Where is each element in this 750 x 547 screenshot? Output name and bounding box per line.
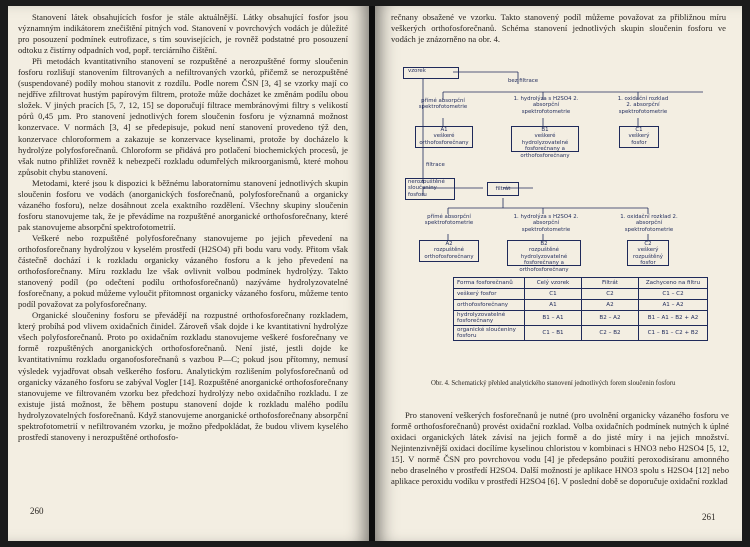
table-cell: organické sloučeniny fosforu: [454, 326, 525, 341]
direct-photometry-label: přímé absorpční spektrofotometrie: [424, 214, 474, 227]
filtration-label: filtrace: [426, 162, 445, 168]
table-cell: orthofosforečnany: [454, 300, 525, 311]
table-cell: C1: [525, 289, 582, 300]
filtrate-box: filtrát: [487, 182, 519, 196]
hydrolysis-label: 1. hydrolýza s H2SO4 2. absorpční spektrofotometrie: [513, 96, 579, 115]
sample-box: vzorek: [403, 67, 459, 79]
table-cell: C2 – B2: [582, 326, 639, 341]
box-b1: [511, 126, 579, 159]
direct-photometry-label: přímé absorpční spektrofotometrie: [418, 98, 468, 111]
box-id: C2: [644, 241, 652, 247]
box-a2: [419, 240, 479, 262]
table-cell: A1: [525, 300, 582, 311]
box-c2: [627, 240, 669, 266]
box-a1: [415, 126, 473, 148]
left-page-text: [18, 12, 348, 443]
phosphorus-forms-table: [453, 277, 708, 341]
paragraph: Stanovení látek obsahujících fosfor je stále aktuálnější. Látky obsahující fosfor jsou významným indikátorem znečištění pitných vod. Stanovení v povrchových vodách je důležité pro posouzení podmínek eutrofizace, s tím souvisejících, je rovněž podstatné pro posouzení odtoku z čistírny odpadních vod, popř. terciárního čištění.: [18, 12, 348, 56]
box-id: A2: [445, 241, 453, 247]
box-label: veškeré orthofosforečnany: [419, 133, 469, 146]
paragraph: rečnany obsažené ve vzorku. Takto stanovený podíl můžeme považovat za přibližnou míru veškerých orthofosforečnanů. Schéma stanovení jednotlivých skupin sloučenin fosforu ve vodách je znázorněno na obr. 4.: [391, 12, 726, 45]
table-header-row: [454, 278, 708, 289]
oxidation-label: 1. oxidační rozklad 2. absorpční spektrofotometrie: [617, 96, 669, 115]
no-filtration-label: bez filtrace: [507, 78, 539, 84]
box-label: veškerý rozpuštěný fosfor: [633, 247, 663, 267]
right-page: [375, 6, 742, 541]
table-row: [454, 289, 708, 300]
table-header: Celý vzorek: [525, 278, 582, 289]
page-number: 261: [702, 512, 716, 522]
table-cell: B1 – A1: [525, 311, 582, 326]
phosphorus-scheme-diagram: [403, 58, 723, 273]
paragraph: Veškeré nebo rozpuštěné polyfosforečnany stanovujeme po jejich převedení na orthofosforečnany hydrolýzou v kyselém prostředí (H2SO4) při bodu varu vody. Přitom však částečně dochází i k rozkladu organicky vázaného fosforu a k jeho převedení na orthofosforečnany. Míru rozkladu lze však ovlivnit volbou podmínek hydrolýzy. Takto stanovený podíl (po odečtení podílu orthofosforečnanů) nazýváme hydrolyzovatelné fosforečnany, a pokud můžeme vyloučit přítomnost organicky vázaného fosforu, můžeme tento podíl považovat za polyfosforečnany.: [18, 232, 348, 310]
table-header: Zachyceno na filtru: [639, 278, 708, 289]
box-c1: [619, 126, 659, 148]
box-label: rozpuštěné hydrolyzovatelné fosforečnany a orthofosforečnany: [519, 247, 569, 273]
paragraph: Při metodách kvantitativního stanovení se rozpuštěné a nerozpuštěné formy sloučenin fosforu rozlišují stanovením filtrovaných a nefiltrovaných vzorků, přičemž se nerozpuštěné (suspendované) podíly mohou stanovit z rozdílu. Podle norem ČSN [3, 4] se vzorky mají co nejdříve zfiltrovat hustým papírovým filtrem, protože může docházet ke změnám podílu obou složek. V jiných pracích [5, 7, 12, 15] se doporučují filtrace membránovými filtry s velikostí pórů 0,45 µm. Pro stanovení jednotlivých forem sloučenin fosforu je významná možnost konzervace. V normách [3, 4] se předepisuje, pokud není stanovení provedeno týž den, konzervace chloroformem a zakazuje se konzervace kyselinami, protože by docházelo k hydrolýze polyfosforečnanů. Chloroform se přidává pro potlačení biochemických procesů, je však nutno přihlížet rovněž k nebezpečí rozkladu odumřelých mikroorganismů, které mohou způsobit chybu stanovení.: [18, 56, 348, 177]
left-page: [8, 6, 369, 541]
hydrolysis-label: 1. hydrolýza s H2SO4 2. absorpční spektrofotometrie: [513, 214, 579, 233]
box-label: veškeré hydrolyzovatelné fosforečnany a orthofosforečnany: [520, 133, 570, 159]
oxidation-label: 1. oxidační rozklad 2. absorpční spektrofotometrie: [620, 214, 678, 233]
table-cell: A1 – A2: [639, 300, 708, 311]
table-cell: A2: [582, 300, 639, 311]
table-row: [454, 311, 708, 326]
box-label: veškerý fosfor: [628, 133, 650, 146]
table-cell: C2: [582, 289, 639, 300]
table-row: [454, 300, 708, 311]
table-cell: veškerý fosfor: [454, 289, 525, 300]
page-number: 260: [30, 506, 44, 516]
table-cell: C1 – C2: [639, 289, 708, 300]
table-cell: B1 – A1 – B2 + A2: [639, 311, 708, 326]
table-cell: hydrolyzovatelné fosforečnany: [454, 311, 525, 326]
undissolved-box: nerozpuštěné sloučeniny fosforu: [405, 178, 455, 200]
box-id: A1: [440, 127, 448, 133]
table-header: Forma fosforečnanů: [454, 278, 525, 289]
table-header: Filtrát: [582, 278, 639, 289]
box-id: C1: [635, 127, 643, 133]
table-cell: C1 – B1 – C2 + B2: [639, 326, 708, 341]
paragraph: Pro stanovení veškerých fosforečnanů je nutné (pro uvolnění organicky vázaného fosforu ve formě orthofosforečnanů) provést oxidační rozklad. Volba oxidačních podmínek nutných k úplné oxidaci organických látek závisí na jejich formě a do jisté míry i na jejich množství. Nejintenzivnější oxidaci docílíme kyselinou chloristou v kombinaci s HNO3 nebo H2SO4 [5, 12, 15]. V normě ČSN pro povrchovou vodu [4] je předepsáno použití peroxodisíranu amonného nebo draselného v prostředí H2SO4. Další možností je aplikace HNO3 spolu s H2SO4 [12] nebo aplikace peroxidu vodíku v prostředí H2SO4 [6]. V poslední době se doporučuje oxidační rozklad: [391, 410, 729, 487]
table-row: [454, 326, 708, 341]
right-page-text: [391, 410, 729, 487]
table-cell: B2 – A2: [582, 311, 639, 326]
box-id: B2: [540, 241, 548, 247]
paragraph: Metodami, které jsou k dispozici k běžnému laboratornímu stanovení jednotlivých skupin sloučenin fosforu ve vodách (anorganických fosforečnanů, polyfosforečnanů a organicky vázaného fosforu), nelze dosáhnout zcela exaktního rozdělení. Všechny skupiny sloučenin fosforu stanovujeme tak, že je převádíme na rozpuštěné anorganické orthofosforečnany, které pak stanovujeme absorpční spektrofotometrií.: [18, 177, 348, 232]
box-id: B1: [541, 127, 549, 133]
box-label: rozpuštěné orthofosforečnany: [424, 247, 474, 260]
table-cell: C1 – B1: [525, 326, 582, 341]
paragraph: Organické sloučeniny fosforu se převádějí na rozpustné orthofosforečnany rozkladem, který probíhá pod vlivem oxidačních činidel. Zároveň však dojde i ke kvantitativní hydrolýze všech polyfosforečnanů. Proto po oxidačním rozkladu stanovujeme veškeré fosforečnany ve formě rozpuštěných anorganických orthofosforečnanů. Není jisté, jestli dojde ke kvantitativnímu rozkladu organofosforečnanů s vazbou P—C; pokud jsou přítomny, nemusí výsledek vyjadřovat obsah veškerého fosforu. Analytickým rozlišením polyfosforečnanů od organicky vázaného fosforu se zabýval Vogler [14]. Rozpuštěné anorganické orthofosforečnany stanovujeme ve filtrovaném vzorku bez předchozí hydrolýzy nebo oxidačního rozkladu. I ze existuje jistá možnost, že během postupu stanovení dojde k rozkladu malého podílu hydrolyzovatelných fosforečnanů. Když stanovujeme anorganické orthofosforečnany absorpční spektrofotometrií v nefiltrovaném vzorku, je možno předpokládat, že budou vlivem kyselého prostředí stanoveny i nerozpuštěné orthofosfo-: [18, 310, 348, 442]
figure-caption: Obr. 4. Schematický přehled analytického stanovení jednotlivých forem sloučenin fosforu: [431, 380, 676, 387]
box-b2: [507, 240, 581, 273]
